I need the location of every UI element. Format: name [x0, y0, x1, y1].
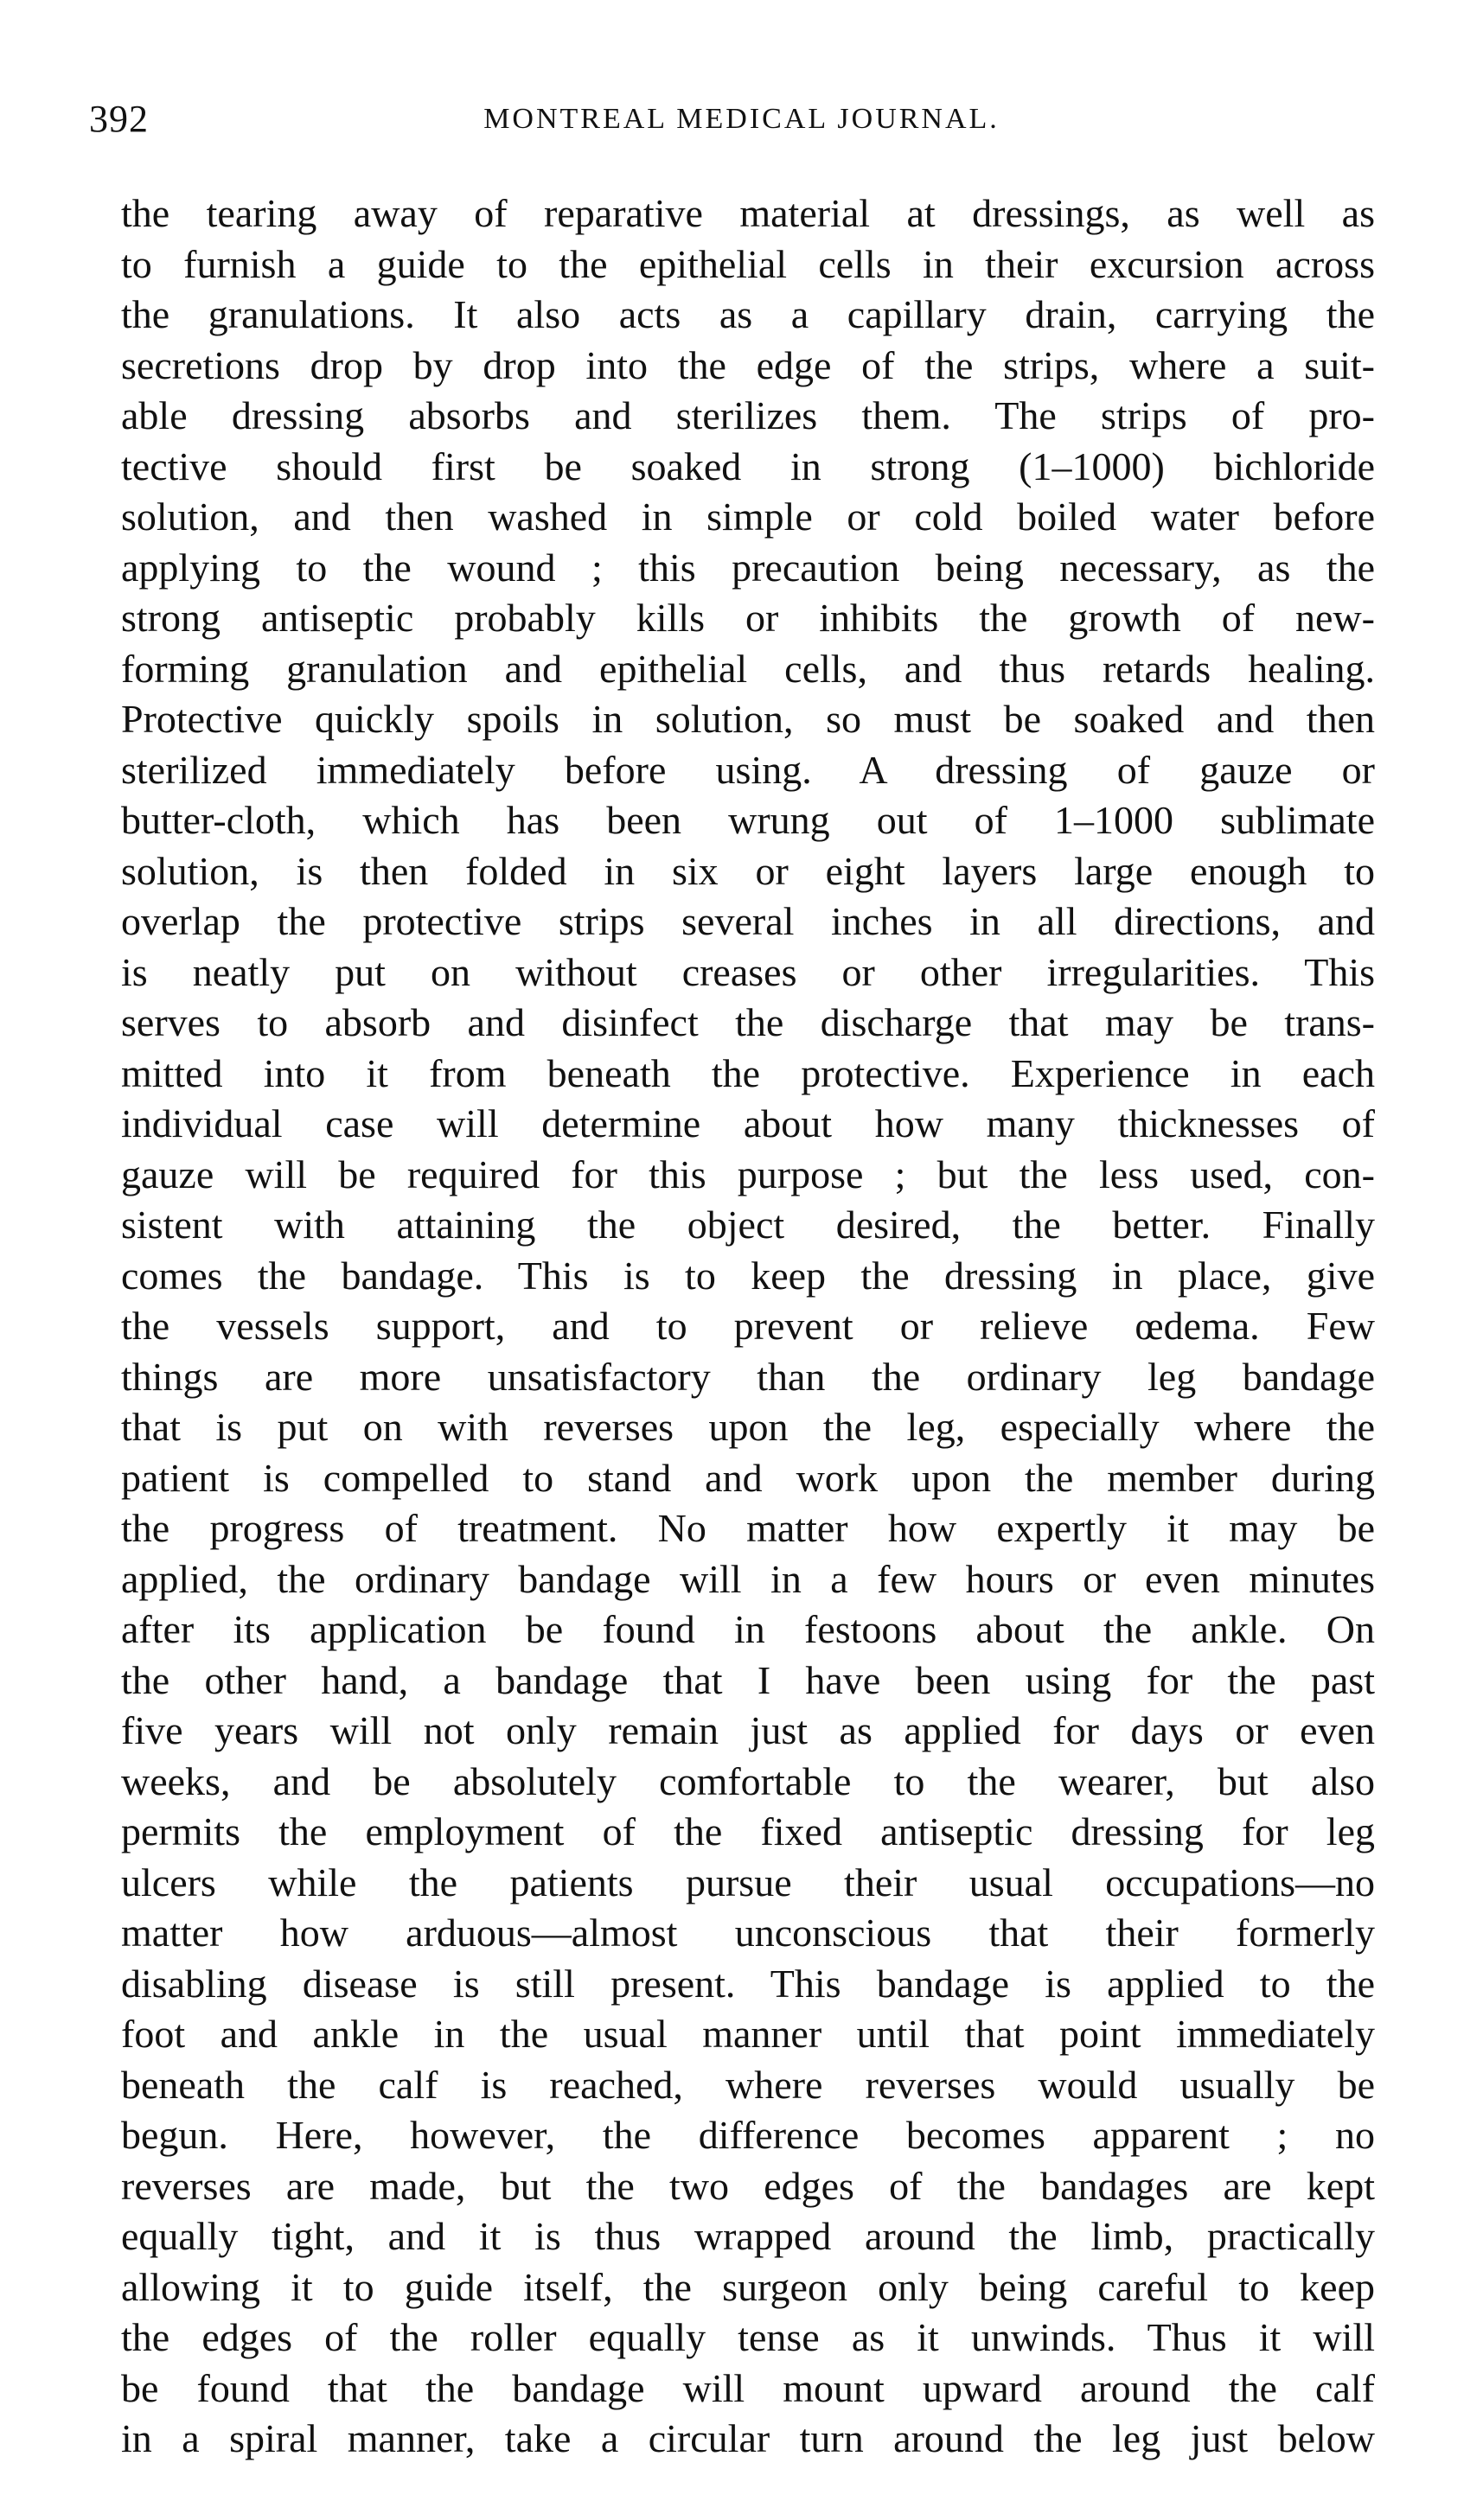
- body-text: [121, 188, 1375, 2465]
- text-line: patient is compelled to stand and work upon the member during: [121, 1455, 1375, 1500]
- text-line: five years will not only remain just as applied for days or even: [121, 1708, 1375, 1752]
- text-line: applied, the ordinary bandage will in a few hours or even minutes: [121, 1556, 1375, 1601]
- text-line: disabling disease is still present. This bandage is applied to the: [121, 1961, 1375, 2006]
- text-line: mitted into it from beneath the protective. Experience in each: [121, 1050, 1375, 1095]
- text-line: things are more unsatisfactory than the ordinary leg bandage: [121, 1354, 1375, 1399]
- text-line: the edges of the roller equally tense as it unwinds. Thus it will: [121, 2315, 1375, 2359]
- text-line: forming granulation and epithelial cells, and thus retards healing.: [121, 646, 1375, 691]
- text-line: individual case will determine about how many thicknesses of: [121, 1101, 1375, 1145]
- text-line: applying to the wound ; this precaution being necessary, as the: [121, 545, 1375, 590]
- text-line: be found that the bandage will mount upward around the calf: [121, 2365, 1375, 2410]
- text-line: equally tight, and it is thus wrapped around the limb, practically: [121, 2214, 1375, 2258]
- text-line: comes the bandage. This is to keep the dressing in place, give: [121, 1253, 1375, 1298]
- text-line: the other hand, a bandage that I have been using for the past: [121, 1657, 1375, 1702]
- text-line: able dressing absorbs and sterilizes them. The strips of pro-: [121, 393, 1375, 437]
- text-line: the granulations. It also acts as a capillary drain, carrying the: [121, 292, 1375, 336]
- text-line: solution, is then folded in six or eight layers large enough to: [121, 848, 1375, 893]
- text-line: after its application be found in festoons about the ankle. On: [121, 1607, 1375, 1651]
- text-line: sistent with attaining the object desired, the better. Finally: [121, 1203, 1375, 1247]
- text-line: to furnish a guide to the epithelial cells in their excursion across: [121, 241, 1375, 286]
- text-line: the progress of treatment. No matter how expertly it may be: [121, 1506, 1375, 1550]
- page-number: 392: [89, 98, 149, 140]
- text-line: reverses are made, but the two edges of the bandages are kept: [121, 2163, 1375, 2208]
- text-line: begun. Here, however, the difference becomes apparent ; no: [121, 2113, 1375, 2157]
- running-head: MONTREAL MEDICAL JOURNAL.: [483, 103, 1000, 135]
- text-line: the tearing away of reparative material at dressings, as well as: [121, 191, 1375, 235]
- text-line: the vessels support, and to prevent or relieve œdema. Few: [121, 1304, 1375, 1348]
- text-line: overlap the protective strips several inches in all directions, and: [121, 899, 1375, 943]
- text-line: Protective quickly spoils in solution, so must be soaked and then: [121, 697, 1375, 741]
- text-line: gauze will be required for this purpose ; but the less used, con-: [121, 1152, 1375, 1196]
- text-line: is neatly put on without creases or other irregularities. This: [121, 949, 1375, 994]
- text-line: foot and ankle in the usual manner until that point immediately: [121, 2012, 1375, 2056]
- text-line: that is put on with reverses upon the leg, especially where the: [121, 1405, 1375, 1449]
- text-line: weeks, and be absolutely comfortable to the wearer, but also: [121, 1758, 1375, 1803]
- text-line: butter-cloth, which has been wrung out of 1–1000 sublimate: [121, 798, 1375, 842]
- text-line: matter how arduous—almost unconscious that their formerly: [121, 1911, 1375, 1955]
- text-line: in a spiral manner, take a circular turn around the leg just below: [121, 2416, 1375, 2460]
- text-line: beneath the calf is reached, where reverses would usually be: [121, 2062, 1375, 2107]
- page-header: [0, 93, 1483, 145]
- text-line: permits the employment of the fixed antiseptic dressing for leg: [121, 1809, 1375, 1853]
- text-line: tective should first be soaked in strong (1–1000) bichloride: [121, 443, 1375, 488]
- text-line: serves to absorb and disinfect the discharge that may be trans-: [121, 1000, 1375, 1044]
- text-line: ulcers while the patients pursue their usual occupations—no: [121, 1860, 1375, 1904]
- text-line: allowing it to guide itself, the surgeon only being careful to keep: [121, 2264, 1375, 2309]
- text-line: sterilized immediately before using. A dressing of gauze or: [121, 747, 1375, 792]
- text-line: secretions drop by drop into the edge of the strips, where a suit-: [121, 342, 1375, 387]
- text-line: solution, and then washed in simple or cold boiled water before: [121, 494, 1375, 539]
- text-line: strong antiseptic probably kills or inhibits the growth of new-: [121, 596, 1375, 640]
